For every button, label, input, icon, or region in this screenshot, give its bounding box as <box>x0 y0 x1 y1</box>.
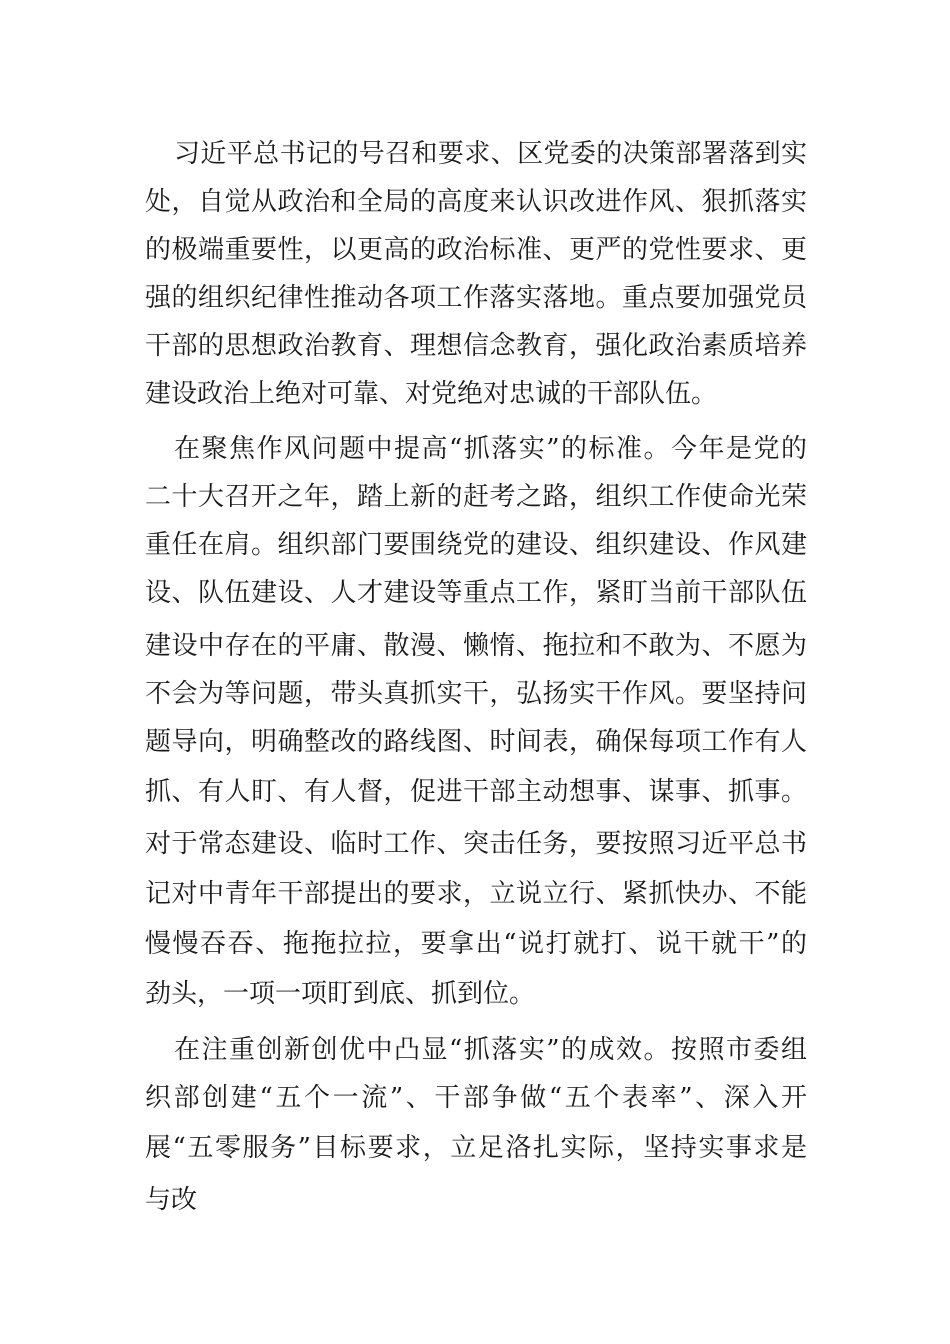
text-line: 劲头，一项一项盯到底、抓到位。 <box>145 979 536 1009</box>
text-line: 强的组织纪律性推动各项工作落实落地。重点要加强党员 <box>145 283 807 313</box>
text-line: 对于常态建设、临时工作、突击任务，要按照习近平总书 <box>145 829 807 859</box>
text-line: 展“五零服务”目标要求，立足洛扎实际，坚持实事求是 <box>145 1133 807 1163</box>
text-line: 设、队伍建设、人才建设等重点工作，紧盯当前干部队伍 <box>145 578 807 608</box>
text-line: 建设中存在的平庸、散漫、懒惰、拖拉和不敢为、不愿为 <box>145 631 807 661</box>
paragraph-start-line: 在聚焦作风问题中提高“抓落实”的标准。今年是党的 <box>174 434 807 464</box>
text-line: 重任在肩。组织部门要围绕党的建设、组织建设、作风建 <box>145 530 807 560</box>
text-line: 建设政治上绝对可靠、对党绝对忠诚的干部队伍。 <box>145 379 718 409</box>
text-line: 抓、有人盯、有人督，促进干部主动想事、谋事、抓事。 <box>145 777 807 807</box>
text-line: 的极端重要性，以更高的政治标准、更严的党性要求、更 <box>145 235 807 265</box>
text-line: 题导向，明确整改的路线图、时间表，确保每项工作有人 <box>145 727 807 757</box>
text-line: 织部创建“五个一流”、干部争做“五个表率”、深入开 <box>145 1083 807 1113</box>
text-line: 二十大召开之年，踏上新的赶考之路，组织工作使命光荣 <box>145 482 807 512</box>
text-line: 习近平总书记的号召和要求、区党委的决策部署落到实 <box>174 139 807 169</box>
text-line: 干部的思想政治教育、理想信念教育，强化政治素质培养 <box>145 331 807 361</box>
text-line: 不会为等问题，带头真抓实干，弘扬实干作风。要坚持问 <box>145 679 807 709</box>
paragraph-start-line: 在注重创新创优中凸显“抓落实”的成效。按照市委组 <box>174 1035 807 1065</box>
text-line: 慢慢吞吞、拖拖拉拉，要拿出“说打就打、说干就干”的 <box>145 929 807 959</box>
text-line: 与改 <box>145 1185 198 1215</box>
text-line: 处，自觉从政治和全局的高度来认识改进作风、狠抓落实 <box>145 187 807 217</box>
text-line: 记对中青年干部提出的要求，立说立行、紧抓快办、不能 <box>145 879 807 909</box>
